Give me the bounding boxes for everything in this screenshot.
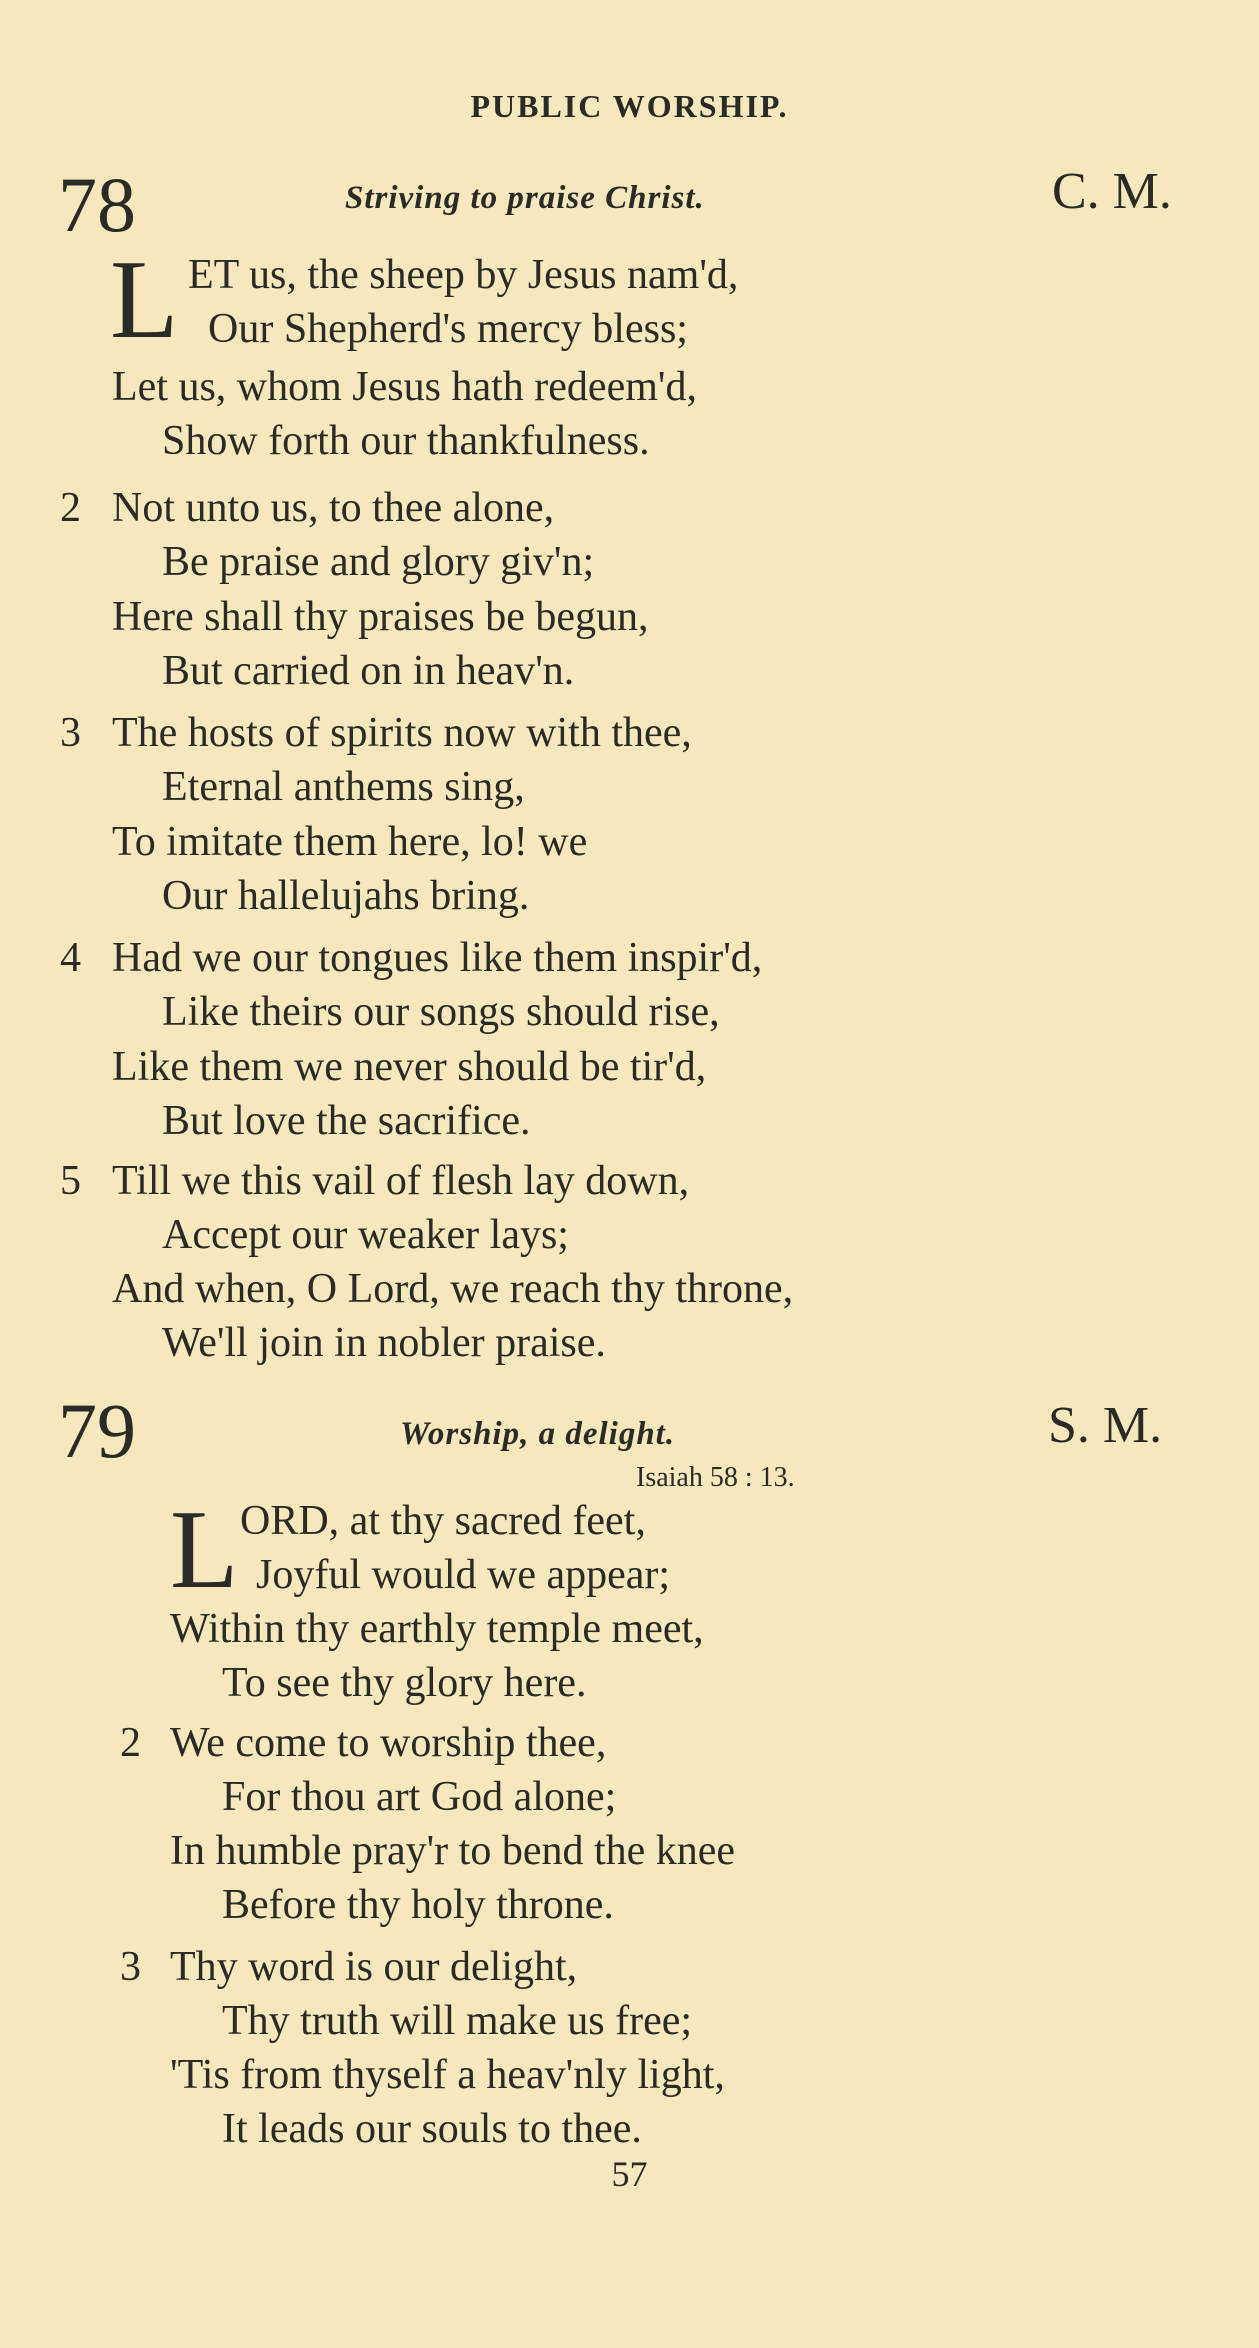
verse-line: Be praise and glory giv'n; (162, 539, 595, 585)
verse-line: But carried on in heav'n. (162, 648, 575, 694)
verse-line: In humble pray'r to bend the knee (170, 1828, 736, 1874)
verse-line: And when, O Lord, we reach thy throne, (112, 1266, 794, 1312)
stanza-number: 4 (60, 935, 81, 981)
stanza-number: 3 (60, 710, 81, 756)
verse-line: We come to worship thee, (170, 1720, 607, 1766)
verse-line: ORD, at thy sacred feet, (240, 1498, 646, 1544)
verse-line: Had we our tongues like them inspir'd, (112, 935, 763, 981)
scripture-reference: Isaiah 58 : 13. (636, 1462, 795, 1493)
verse-line: Accept our weaker lays; (162, 1212, 569, 1258)
stanza-number: 2 (60, 485, 81, 531)
drop-cap: L (110, 238, 179, 362)
verse-line: To see thy glory here. (222, 1660, 587, 1706)
verse-line: Here shall thy praises be begun, (112, 594, 649, 640)
verse-line: To imitate them here, lo! we (112, 819, 588, 865)
verse-line: Show forth our thankfulness. (162, 418, 650, 464)
verse-line: Eternal anthems sing, (162, 764, 525, 810)
verse-line: But love the sacrifice. (162, 1098, 531, 1144)
verse-line: It leads our souls to thee. (222, 2106, 642, 2152)
verse-line: Like them we never should be tir'd, (112, 1044, 707, 1090)
verse-line: We'll join in nobler praise. (162, 1320, 606, 1366)
verse-line: Not unto us, to thee alone, (112, 485, 555, 531)
verse-line: Thy word is our delight, (170, 1944, 578, 1990)
hymn-number: 78 (58, 161, 136, 248)
verse-line: ET us, the sheep by Jesus nam'd, (188, 252, 739, 298)
running-head: PUBLIC WORSHIP. (470, 88, 789, 124)
verse-line: Before thy holy throne. (222, 1882, 614, 1928)
drop-cap: L (170, 1488, 239, 1612)
stanza-number: 2 (120, 1720, 141, 1766)
hymn-meter: C. M. (1052, 163, 1172, 220)
verse-line: Thy truth will make us free; (222, 1998, 693, 2044)
hymn-title: Worship, a delight. (400, 1416, 676, 1452)
stanza-number: 5 (60, 1158, 81, 1204)
verse-line: Our hallelujahs bring. (162, 873, 530, 919)
page-number: 57 (611, 2154, 648, 2194)
hymn-meter: S. M. (1048, 1397, 1163, 1454)
verse-line: Joyful would we appear; (256, 1552, 671, 1598)
verse-line: The hosts of spirits now with thee, (112, 710, 692, 756)
verse-line: Till we this vail of flesh lay down, (112, 1158, 690, 1204)
hymn-number: 79 (58, 1387, 136, 1474)
verse-line: Within thy earthly temple meet, (170, 1606, 704, 1652)
verse-line: Let us, whom Jesus hath redeem'd, (112, 364, 697, 410)
stanza-number: 3 (120, 1944, 141, 1990)
verse-line: For thou art God alone; (222, 1774, 617, 1820)
verse-line: Our Shepherd's mercy bless; (208, 306, 688, 352)
hymn-title: Striving to praise Christ. (345, 180, 705, 216)
verse-line: Like theirs our songs should rise, (162, 989, 720, 1035)
verse-line: 'Tis from thyself a heav'nly light, (170, 2052, 725, 2098)
